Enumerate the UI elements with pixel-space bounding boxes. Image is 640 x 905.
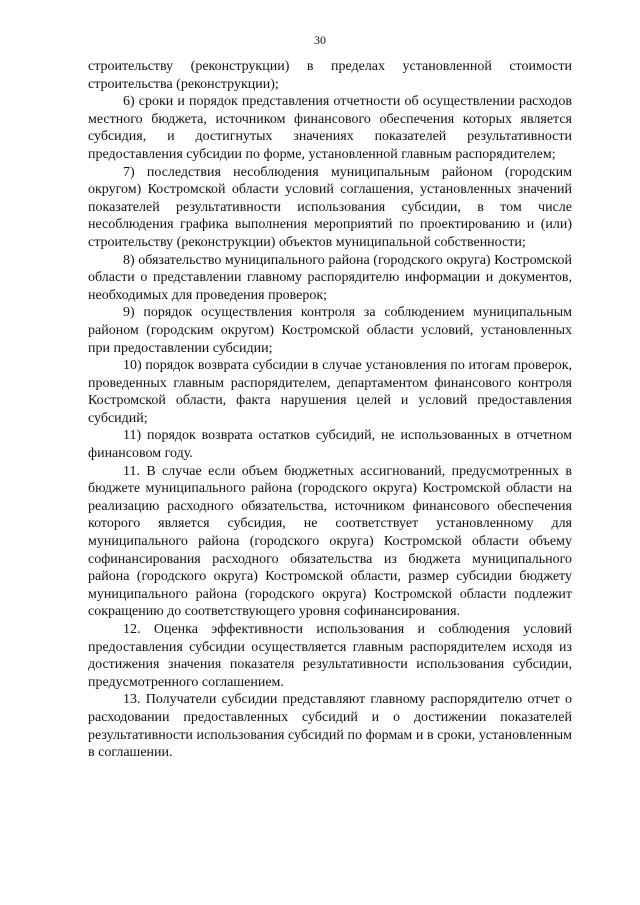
paragraph-item-11: 11) порядок возврата остатков субсидий, не использованных в отчетном финансовом году. [88,428,572,462]
paragraph-section-13: 13. Получатели субсидии представляют главному распорядителю отчет о расходовании предоставленных субсидий и о достижении показателей результативности использования субсидий по формам и в сроки, установленным в соглашении. [88,692,572,761]
page-number: 30 [314,33,326,47]
paragraph-item-8: 8) обязательство муниципального района (городского округа) Костромской области о представлении главному распорядителю информации и документов, необходимых для проведения проверок; [88,252,572,303]
document-body [88,58,572,762]
paragraph-item-9: 9) порядок осуществления контроля за соблюдением муниципальным районом (городским округом) Костромской области условий, установленных при предоставлении субсидии; [88,305,572,356]
paragraph-item-10: 10) порядок возврата субсидии в случае установления по итогам проверок, проведенных главным распорядителем, департаментом финансового контроля Костромской области, факта нарушения целей и условий предоставления субсидий; [88,358,572,426]
paragraph-section-12: 12. Оценка эффективности использования и соблюдения условий предоставления субсидии осуществляется главным распорядителем исходя из достижения значения показателя результативности использования субсидии, предусмотренного соглашением. [88,622,572,690]
paragraph-item-7: 7) последствия несоблюдения муниципальным районом (городским округом) Костромской области условий соглашения, установленных значений показателей результативности использования субсидии, в том числе несоблюдения графика выполнения мероприятий по проектированию и (или) строительству (реконструкции) объектов муниципальной собственности; [88,164,572,250]
paragraph-item-6: 6) сроки и порядок представления отчетности об осуществлении расходов местного бюджета, источником финансового обеспечения которых является субсидия, и достигнутых значениях показателей результативности предоставления субсидии по форме, установленной главным распорядителем; [88,94,572,162]
paragraph-section-11: 11. В случае если объем бюджетных ассигнований, предусмотренных в бюджете муниципального района (городского округа) Костромской области на реализацию расходного обязательства, источником финансового обеспечения которого является субсидия, не соответствует установленному для муниципального района (городского округа) Костромской области объему софинансирования расходного обязательства из бюджета муниципального района (городского округа) Костромской области, размер субсидии бюджету муниципального района (городского округа) Костромской области подлежит сокращению до соответствующего уровня софинансирования. [88,463,572,620]
paragraph-continuation: строительству (реконструкции) в пределах установленной стоимости строительства (реконструкции); [88,59,572,92]
